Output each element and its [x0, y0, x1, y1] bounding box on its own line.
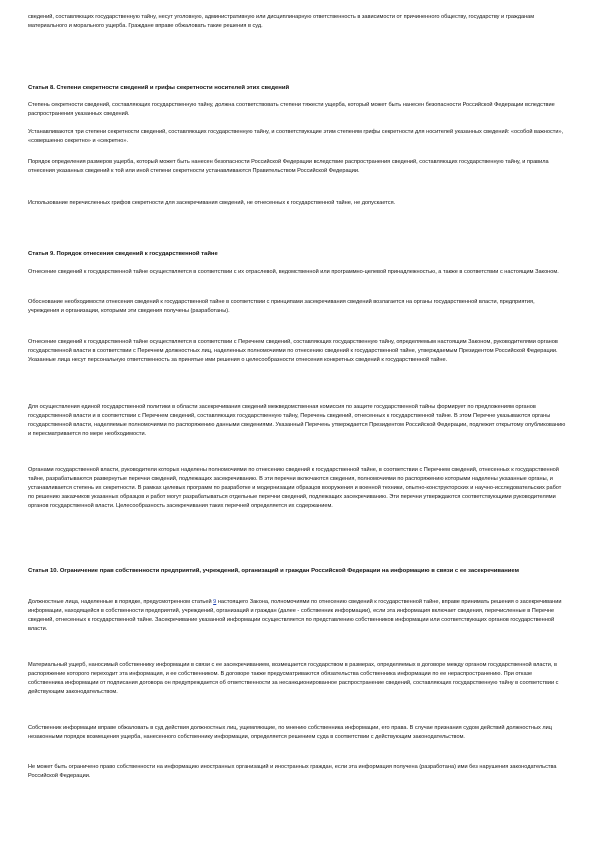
- article-9-p4-wrap: [28, 403, 566, 439]
- paragraph: Собственник информации вправе обжаловать в суд действия должностных лиц, ущемляющие, по мнению собственника информации, его права. В случае признания судом действий должностных лиц незаконными порядок возмещения ущерба, нанесенного собственнику информации, определяется решением суда в соответствии с действующим законодательством.: [28, 725, 552, 740]
- article-9-p3-wrap: [28, 338, 566, 365]
- paragraph: Использование перечисленных грифов секретности для засекречивания сведений, не отнесенных к государственной тайне, не допускается.: [28, 200, 396, 206]
- article-9: [28, 250, 566, 259]
- article-8-p3-wrap: [28, 158, 566, 176]
- article-9-title: Статья 9. Порядок отнесения сведений к государственной тайне: [28, 251, 218, 257]
- article-8: [28, 84, 566, 93]
- article-10-p1-wrap: [28, 598, 566, 634]
- paragraph: Отнесение сведений к государственной тайне осуществляется в соответствии с Перечнем сведений, составляющих государственную тайну, определяемым настоящим Законом, руководителями органов государственной власти в соответствии с Перечнем должностных лиц, наделенных полномочиями по отнесению сведений к государственной тайне, утверждаемым Президентом Российской Федерации. Указанные лица несут персональную ответственность за принятые ими решения о целесообразности отнесения конкретных сведений к государственной тайне.: [28, 339, 558, 363]
- paragraph: [28, 598, 566, 634]
- paragraph: сведений, составляющих государственную тайну, несут уголовную, административную или дисциплинарную ответственность в зависимости от причиненного обществу, государству и гражданам материального и морального ущерба. Граждане вправе обжаловать такие решения в суд.: [28, 14, 535, 29]
- paragraph: Степень секретности сведений, составляющих государственную тайну, должна соответствовать степени тяжести ущерба, который может быть нанесен безопасности Российской Федерации вследствие распространения указанных сведений.: [28, 102, 555, 117]
- top-continuation: [28, 13, 566, 31]
- article-8-p4-wrap: [28, 199, 566, 208]
- article-9-p5-wrap: [28, 466, 566, 511]
- article-8-p2-wrap: [28, 128, 566, 146]
- text-run: Должностные лица, наделенные в порядке, предусмотренном статьей: [28, 599, 214, 605]
- paragraph: Материальный ущерб, наносимый собственнику информации в связи с ее засекречиванием, возмещается государством в размерах, определяемых в договоре между органом государственной власти, в распоряжение которого переходит эта информация, и ее собственником. В договоре также предусматриваются обязательства собственника информации по ее нераспространению. При отказе собственника информации от подписания договора он предупреждается об ответственности за несанкционированное распространение сведений, составляющих государственную тайну в соответствии с действующим законодательством.: [28, 662, 559, 695]
- article-10-p3-wrap: [28, 724, 566, 742]
- paragraph: Обоснование необходимости отнесения сведений к государственной тайне в соответствии с принципами засекречивания сведений возлагается на органы государственной власти, предприятия, учреждения и организации, которыми эти сведения получены (разработаны).: [28, 299, 535, 314]
- article-8-title: Статья 8. Степени секретности сведений и грифы секретности носителей этих сведений: [28, 85, 290, 91]
- article-9-link[interactable]: 9: [213, 599, 217, 605]
- paragraph: Отнесение сведений к государственной тайне осуществляется в соответствии с их отраслевой, ведомственной или программно-целевой принадлежностью, а также в соответствии с настоящим Законом.: [28, 269, 559, 275]
- paragraph: Не может быть ограничено право собственности на информацию иностранных организаций и иностранных граждан, если эта информация получена (разработана) ими без нарушения законодательства Российской Федерации.: [28, 764, 557, 779]
- article-10-p2-wrap: [28, 661, 566, 697]
- article-9-p2-wrap: [28, 298, 566, 316]
- paragraph: Устанавливаются три степени секретности сведений, составляющих государственную тайну, и соответствующие этим степеням грифы секретности для носителей указанных сведений: «особой важности», «совершенно секретно» и «секретно».: [28, 129, 564, 144]
- article-10-p4-wrap: [28, 763, 566, 781]
- paragraph: Для осуществления единой государственной политики в области засекречивания сведений межведомственная комиссия по защите государственной тайны формирует по предложениям органов государственной власти и в соответствии с Перечнем сведений, составляющих государственную тайну, Перечень сведений, отнесенных к государственной тайне. В этом Перечне указываются органы государственной власти, наделяемые полномочиями по распоряжению данными сведениями. Указанный Перечень утверждается Президентом Российской Федерации, подлежит открытому опубликованию и пересматривается по мере необходимости.: [28, 404, 566, 437]
- text-run: настоящего Закона, полномочиями по отнесению сведений к государственной тайне, вправе принимать решения о засекречивании информации, находящейся в собственности предприятий, учреждений, организаций и граждан (далее - собственник информации), если эта информация включает сведения, перечисленные в Перечне сведений, отнесенных к государственной тайне. Засекречивание указанной информации осуществляется по представлению собственников информации или соответствующих органов государственной власти.: [28, 599, 562, 632]
- article-10-title: Статья 10. Ограничение прав собственности предприятий, учреждений, организаций и граждан Российской Федерации на информацию в связи с ее засекречиванием: [28, 568, 519, 574]
- article-9-p1-wrap: [28, 268, 566, 277]
- article-8-p1-wrap: [28, 101, 566, 119]
- paragraph: Порядок определения размеров ущерба, который может быть нанесен безопасности Российской Федерации вследствие распространения сведений, составляющих государственную тайну, и правила отнесения указанных сведений к той или иной степени секретности устанавливаются Правительством Российской Федерации.: [28, 159, 549, 174]
- article-10: [28, 567, 566, 576]
- paragraph: Органами государственной власти, руководители которых наделены полномочиями по отнесению сведений к государственной тайне, в соответствии с Перечнем сведений, отнесенных к государственной тайне, разрабатываются развернутые перечни сведений, подлежащих засекречиванию. В эти перечни включаются сведения, полномочиями по распоряжению которыми наделены указанные органы, и устанавливается степень их секретности. В рамках целевых программ по разработке и модернизации образцов вооружения и военной техники, опытно-конструкторских и научно-исследовательских работ по решению заказчиков указанных образцов и работ могут разрабатываться отдельные перечни сведений, подлежащих засекречиванию. Эти перечни утверждаются соответствующими руководителями органов государственной власти. Целесообразность засекречивания таких перечней определяется их содержанием.: [28, 467, 562, 509]
